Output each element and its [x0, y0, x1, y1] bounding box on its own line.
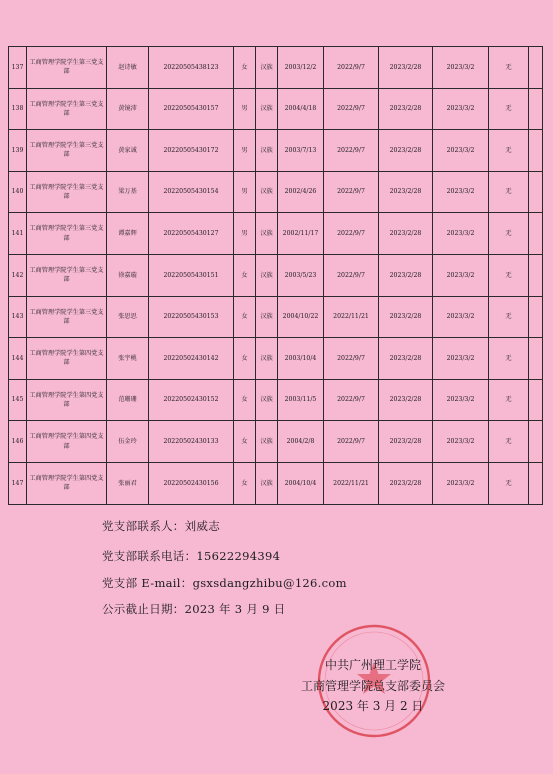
cell-date-b: 2023/2/28 — [379, 379, 433, 421]
cell-birth: 2002/4/26 — [278, 171, 324, 213]
cell-name: 谭嘉辉 — [107, 213, 149, 255]
cell-no: 141 — [9, 213, 27, 255]
cell-no: 144 — [9, 338, 27, 380]
cell-blank — [529, 379, 543, 421]
cell-birth: 2002/11/17 — [278, 213, 324, 255]
cell-date-b: 2023/2/28 — [379, 213, 433, 255]
cell-date-c: 2023/3/2 — [433, 171, 489, 213]
cell-student-id: 20220505430153 — [149, 296, 234, 338]
cell-name: 范珊珊 — [107, 379, 149, 421]
cell-gender: 女 — [234, 296, 256, 338]
cell-birth: 2004/10/22 — [278, 296, 324, 338]
cell-blank — [529, 88, 543, 130]
cell-date-c: 2023/3/2 — [433, 379, 489, 421]
cell-gender: 男 — [234, 171, 256, 213]
cell-date-b: 2023/2/28 — [379, 254, 433, 296]
cell-date-b: 2023/2/28 — [379, 338, 433, 380]
cell-remark: 无 — [489, 462, 529, 504]
cell-branch: 工商管理学院学生第三党支部 — [27, 296, 107, 338]
cell-gender: 男 — [234, 213, 256, 255]
cell-student-id: 20220505438123 — [149, 47, 234, 89]
member-table — [8, 46, 543, 505]
cell-blank — [529, 296, 543, 338]
cell-student-id: 20220505430154 — [149, 171, 234, 213]
deadline: 公示截止日期：2023 年 3 月 9 日 — [102, 602, 286, 616]
cell-name: 梁万基 — [107, 171, 149, 213]
table-row — [9, 421, 543, 463]
cell-student-id: 20220502430152 — [149, 379, 234, 421]
cell-branch: 工商管理学院学生第四党支部 — [27, 421, 107, 463]
cell-date-a: 2022/9/7 — [324, 171, 379, 213]
cell-no: 147 — [9, 462, 27, 504]
cell-name: 张丽君 — [107, 462, 149, 504]
cell-blank — [529, 47, 543, 89]
table-row — [9, 130, 543, 172]
cell-remark: 无 — [489, 213, 529, 255]
cell-name: 赵诗敏 — [107, 47, 149, 89]
cell-ethnicity: 汉族 — [256, 379, 278, 421]
cell-blank — [529, 462, 543, 504]
cell-ethnicity: 汉族 — [256, 88, 278, 130]
cell-name: 徐嘉璇 — [107, 254, 149, 296]
cell-ethnicity: 汉族 — [256, 171, 278, 213]
cell-gender: 男 — [234, 88, 256, 130]
cell-remark: 无 — [489, 171, 529, 213]
cell-birth: 2003/10/4 — [278, 338, 324, 380]
cell-gender: 女 — [234, 379, 256, 421]
cell-no: 140 — [9, 171, 27, 213]
table-body — [9, 47, 543, 505]
cell-branch: 工商管理学院学生第三党支部 — [27, 254, 107, 296]
cell-date-b: 2023/2/28 — [379, 130, 433, 172]
signature-date: 2023 年 3 月 2 日 — [322, 699, 424, 713]
cell-date-a: 2022/11/21 — [324, 462, 379, 504]
cell-date-a: 2022/9/7 — [324, 130, 379, 172]
table-row — [9, 171, 543, 213]
contact-email: 党支部 E-mail：gsxsdangzhibu@126.com — [102, 576, 347, 590]
cell-remark: 无 — [489, 47, 529, 89]
cell-date-b: 2023/2/28 — [379, 47, 433, 89]
cell-ethnicity: 汉族 — [256, 462, 278, 504]
contact-phone: 党支部联系电话：15622294394 — [102, 549, 281, 563]
cell-date-b: 2023/2/28 — [379, 171, 433, 213]
cell-student-id: 20220502430156 — [149, 462, 234, 504]
cell-date-c: 2023/3/2 — [433, 296, 489, 338]
table-row — [9, 296, 543, 338]
cell-blank — [529, 171, 543, 213]
cell-student-id: 20220502430142 — [149, 338, 234, 380]
cell-date-b: 2023/2/28 — [379, 88, 433, 130]
table-row — [9, 213, 543, 255]
cell-ethnicity: 汉族 — [256, 338, 278, 380]
cell-branch: 工商管理学院学生第三党支部 — [27, 213, 107, 255]
cell-student-id: 20220505430151 — [149, 254, 234, 296]
cell-branch: 工商管理学院学生第三党支部 — [27, 130, 107, 172]
cell-ethnicity: 汉族 — [256, 213, 278, 255]
table-row — [9, 462, 543, 504]
cell-date-c: 2023/3/2 — [433, 462, 489, 504]
cell-date-a: 2022/9/7 — [324, 379, 379, 421]
cell-name: 黄家诚 — [107, 130, 149, 172]
cell-birth: 2003/12/2 — [278, 47, 324, 89]
cell-student-id: 20220505430127 — [149, 213, 234, 255]
cell-blank — [529, 213, 543, 255]
cell-name: 张宇桃 — [107, 338, 149, 380]
cell-branch: 工商管理学院学生第三党支部 — [27, 88, 107, 130]
cell-remark: 无 — [489, 88, 529, 130]
cell-no: 143 — [9, 296, 27, 338]
cell-student-id: 20220505430157 — [149, 88, 234, 130]
table-row — [9, 88, 543, 130]
contact-person: 党支部联系人：刘威志 — [102, 519, 220, 533]
cell-date-b: 2023/2/28 — [379, 421, 433, 463]
cell-ethnicity: 汉族 — [256, 296, 278, 338]
cell-date-c: 2023/3/2 — [433, 88, 489, 130]
signature-org-line1: 中共广州理工学院 — [324, 658, 421, 672]
cell-date-c: 2023/3/2 — [433, 47, 489, 89]
cell-birth: 2003/5/23 — [278, 254, 324, 296]
cell-date-a: 2022/9/7 — [324, 421, 379, 463]
cell-student-id: 20220502430133 — [149, 421, 234, 463]
cell-birth: 2003/7/13 — [278, 130, 324, 172]
cell-branch: 工商管理学院学生第四党支部 — [27, 379, 107, 421]
cell-gender: 女 — [234, 254, 256, 296]
cell-birth: 2004/10/4 — [278, 462, 324, 504]
cell-ethnicity: 汉族 — [256, 47, 278, 89]
cell-no: 137 — [9, 47, 27, 89]
cell-date-c: 2023/3/2 — [433, 338, 489, 380]
signature-org-line2: 工商管理学院总支部委员会 — [300, 679, 445, 693]
cell-date-c: 2023/3/2 — [433, 421, 489, 463]
table-row — [9, 338, 543, 380]
cell-ethnicity: 汉族 — [256, 254, 278, 296]
cell-birth: 2004/4/18 — [278, 88, 324, 130]
cell-remark: 无 — [489, 421, 529, 463]
cell-no: 145 — [9, 379, 27, 421]
cell-no: 138 — [9, 88, 27, 130]
cell-name: 伍金玲 — [107, 421, 149, 463]
cell-branch: 工商管理学院学生第四党支部 — [27, 462, 107, 504]
cell-date-b: 2023/2/28 — [379, 462, 433, 504]
cell-remark: 无 — [489, 338, 529, 380]
cell-gender: 女 — [234, 47, 256, 89]
cell-ethnicity: 汉族 — [256, 130, 278, 172]
cell-date-a: 2022/11/21 — [324, 296, 379, 338]
table-row — [9, 47, 543, 89]
cell-blank — [529, 254, 543, 296]
cell-blank — [529, 338, 543, 380]
cell-gender: 男 — [234, 130, 256, 172]
cell-gender: 女 — [234, 462, 256, 504]
cell-branch: 工商管理学院学生第三党支部 — [27, 171, 107, 213]
cell-no: 139 — [9, 130, 27, 172]
cell-date-c: 2023/3/2 — [433, 130, 489, 172]
cell-student-id: 20220505430172 — [149, 130, 234, 172]
cell-branch: 工商管理学院学生第三党支部 — [27, 47, 107, 89]
cell-gender: 女 — [234, 338, 256, 380]
table-row — [9, 254, 543, 296]
cell-birth: 2003/11/5 — [278, 379, 324, 421]
table-row — [9, 379, 543, 421]
cell-date-a: 2022/9/7 — [324, 254, 379, 296]
cell-name: 张思思 — [107, 296, 149, 338]
cell-no: 142 — [9, 254, 27, 296]
cell-remark: 无 — [489, 296, 529, 338]
cell-date-a: 2022/9/7 — [324, 213, 379, 255]
cell-remark: 无 — [489, 130, 529, 172]
cell-date-b: 2023/2/28 — [379, 296, 433, 338]
cell-ethnicity: 汉族 — [256, 421, 278, 463]
cell-date-a: 2022/9/7 — [324, 47, 379, 89]
cell-gender: 女 — [234, 421, 256, 463]
cell-date-c: 2023/3/2 — [433, 213, 489, 255]
cell-no: 146 — [9, 421, 27, 463]
cell-remark: 无 — [489, 379, 529, 421]
cell-date-a: 2022/9/7 — [324, 88, 379, 130]
cell-date-a: 2022/9/7 — [324, 338, 379, 380]
cell-remark: 无 — [489, 254, 529, 296]
cell-branch: 工商管理学院学生第四党支部 — [27, 338, 107, 380]
cell-name: 黄镜沛 — [107, 88, 149, 130]
cell-blank — [529, 130, 543, 172]
cell-birth: 2004/2/8 — [278, 421, 324, 463]
cell-blank — [529, 421, 543, 463]
cell-date-c: 2023/3/2 — [433, 254, 489, 296]
